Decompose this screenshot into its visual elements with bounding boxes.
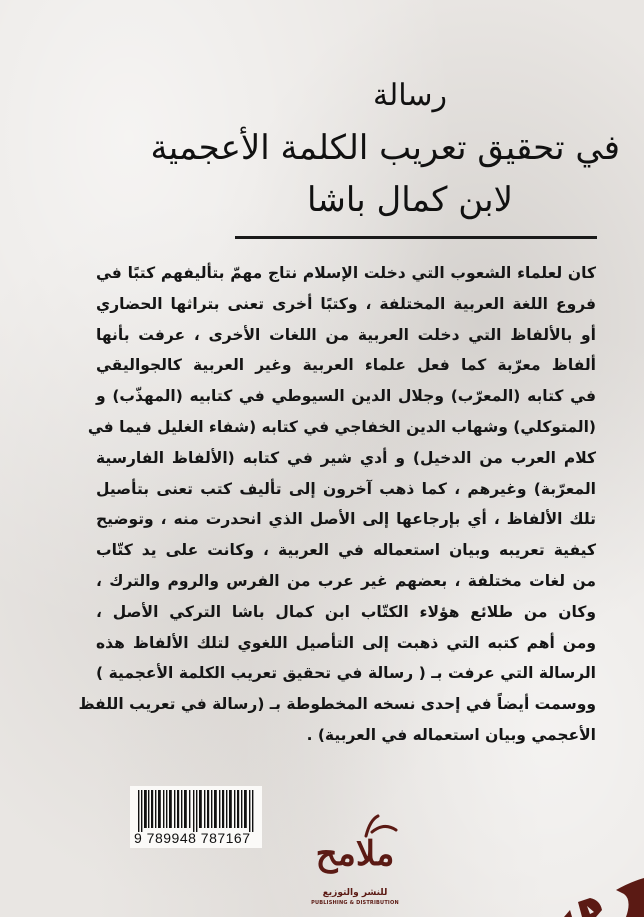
title-divider — [235, 236, 597, 239]
blurb-line: كان لعلماء الشعوب التي دخلت الإسلام نتاج مهمّ بتأليفهم كتبًا في — [96, 264, 596, 282]
barcode-bars — [138, 790, 258, 832]
blurb-line: ووسمت أيضاً في إحدى نسخه المخطوطة بـ (رسالة في تعريب اللفظ — [78, 695, 596, 714]
blurb-line: أو بالألفاظ التي دخلت العربية من اللغات الأخرى ، عرفت بأنها — [96, 325, 596, 344]
blurb-line: ومن أهم كتبه التي ذهبت إلى التأصيل اللغوي لتلك الألفاظ هذه — [96, 633, 596, 652]
blurb-line: كيفية تعريبه وبيان استعماله في العربية ، وكانت على يد كتّاب — [96, 541, 596, 560]
blurb-line: من لغات مختلفة ، بعضهم غير عرب من الفرس والروم والترك ، — [96, 571, 596, 590]
blurb-line: وكان من طلائع هؤلاء الكتّاب ابن كمال باشا التركي الأصل ، — [96, 602, 596, 621]
blurb-line: المعرّبة) وغيرهم ، كما ذهب آخرون إلى تأليف كتب تعنى بتأصيل — [96, 479, 596, 498]
blurb-line: الأعجمي وبيان استعماله في العربية) . — [306, 725, 596, 744]
publisher-tagline-ar: للنشر والتوزيع — [322, 888, 388, 898]
title-line-author: لابن كمال باشا — [307, 180, 513, 220]
blurb-line: كلام العرب من الدخيل) و أدي شير في كتابه (الألفاظ الفارسية — [96, 448, 596, 467]
blurb-text — [78, 258, 596, 751]
blurb-line: فروع اللغة العربية المختلفة ، وكتبًا أخرى تعنى بتراثها الحضاري — [96, 294, 596, 313]
isbn-number: 9 789948 787167 — [134, 830, 251, 846]
book-title — [150, 70, 620, 226]
publisher-name: ملامح — [315, 834, 395, 874]
isbn-barcode — [130, 786, 262, 848]
decorative-letter-mark — [560, 840, 644, 917]
title-line-risala: رسالة — [373, 78, 447, 113]
title-line-subject: في تحقيق تعريب الكلمة الأعجمية — [150, 128, 620, 168]
publisher-tagline-en: PUBLISHING & DISTRIBUTION — [311, 900, 399, 906]
blurb-line: ألفاظ معرّبة كما فعل علماء العربية وغير العربية كالجواليقي — [96, 356, 596, 375]
publisher-logo — [310, 810, 400, 910]
blurb-line: الرسالة التي عرفت بـ ( رسالة في تحقيق تعريب الكلمة الأعجمية ) — [96, 664, 596, 683]
blurb-line: في كتابه (المعرّب) وجلال الدين السيوطي في كتابيه (المهذّب) و — [96, 387, 596, 406]
blurb-line: تلك الألفاظ ، أي بإرجاعها إلى الأصل الذي انحدرت منه ، وتوضيح — [96, 510, 596, 529]
blurb-line: (المتوكلي) وشهاب الدين الخفاجي في كتابه (شفاء الغليل فيما في — [87, 417, 596, 436]
